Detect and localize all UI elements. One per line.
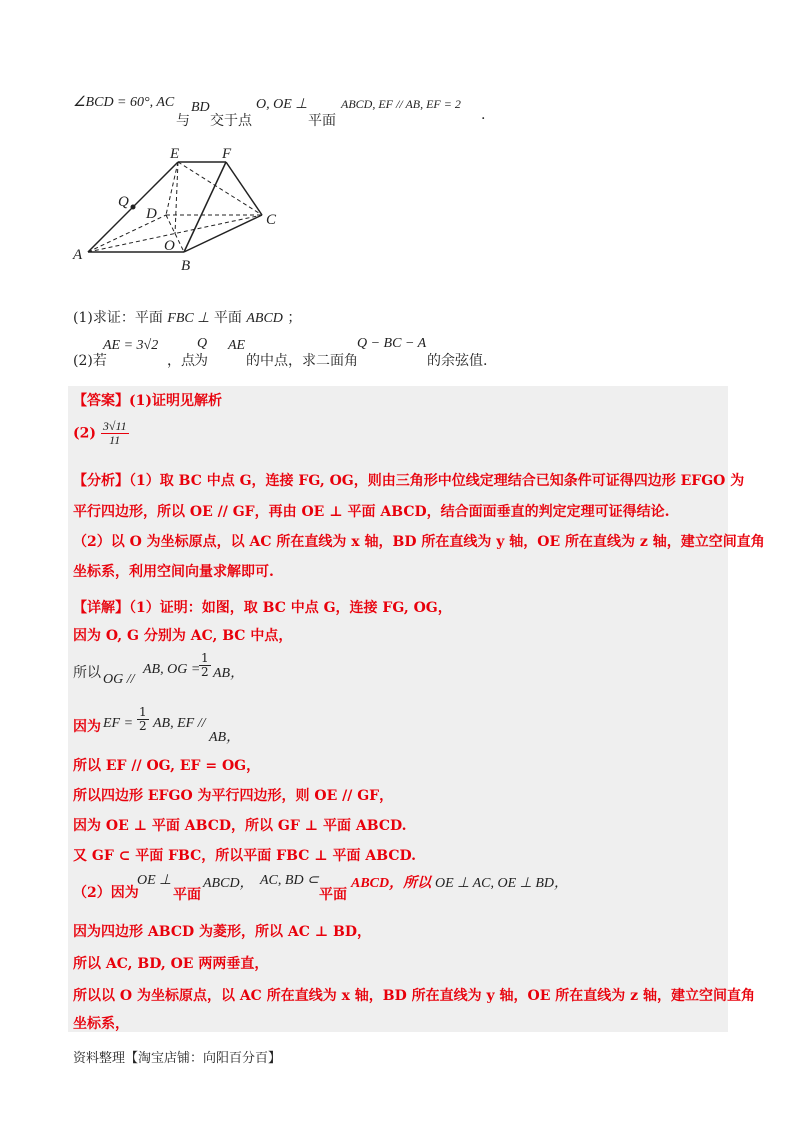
q1-end: ；: [287, 310, 302, 326]
intro-o-oe: O, OE ⊥: [256, 97, 308, 112]
detail-line-11: 所以 AC, BD, OE 两两垂直，: [73, 956, 269, 972]
detail-line-9: [73, 870, 593, 904]
detail-line-4-frac: [137, 706, 149, 733]
footer-text: 资料整理【淘宝店铺：向阳百分百】: [73, 1051, 282, 1066]
q1-math: FBC ⊥: [167, 311, 210, 326]
intro-period: .: [481, 107, 486, 123]
detail-line-4-c: AB，: [209, 730, 241, 745]
answer-line: [73, 390, 222, 410]
label-B: B: [181, 258, 191, 274]
detail-line-9-d: ABCD，: [203, 876, 254, 891]
detail-line-13: 坐标系，: [73, 1016, 129, 1032]
q2-mid: 的中点，求二面角: [246, 353, 358, 369]
label-Q: Q: [118, 194, 129, 210]
q1-mid: 平面: [213, 310, 242, 326]
answer-part2: [73, 420, 129, 447]
intro-line: [73, 92, 503, 128]
edge-EO: [175, 162, 178, 234]
label-A: A: [73, 247, 83, 263]
q1-prefix: (1)求证：平面: [73, 310, 163, 326]
edge-BC: [184, 215, 262, 252]
detail-line-4-frac-num: 1: [139, 705, 147, 719]
detail-line-9-a: （2）因为: [73, 885, 139, 901]
edge-FB: [184, 162, 226, 252]
detail-line-3-frac-num: 1: [201, 651, 209, 665]
answer-part2-den: 11: [109, 433, 121, 447]
edge-FC: [226, 162, 262, 215]
analysis-line-4: 坐标系，利用空间向量求解即可.: [73, 564, 274, 580]
detail-line-5: 所以 EF // OG, EF = OG，: [73, 758, 261, 774]
detail-line-3-frac-den: 2: [201, 665, 209, 679]
edge-EC: [178, 162, 262, 215]
detail-line-9-c: 平面: [173, 887, 201, 903]
q2-angle: Q − BC − A: [357, 336, 427, 351]
q1-math2: ABCD: [246, 311, 283, 326]
label-F: F: [222, 146, 232, 162]
detail-line-9-h: OE ⊥ AC, OE ⊥ BD，: [435, 876, 569, 891]
detail-line-3-a: OG //: [103, 672, 135, 687]
detail-line-9-b: OE ⊥: [137, 873, 172, 888]
detail-line-4: [73, 706, 313, 746]
detail-line-6: 所以四边形 EFGO 为平行四边形，则 OE // GF，: [73, 788, 394, 804]
question-2: [73, 334, 513, 370]
detail-line-12: 所以以 O 为坐标原点，以 AC 所在直线为 x 轴，BD 所在直线为 y 轴，OE 所在直线为 z 轴，建立空间直角: [73, 988, 755, 1004]
analysis-line-1: [73, 470, 744, 490]
geometry-figure: [70, 142, 290, 274]
label-D: D: [146, 206, 157, 222]
detail-line-8: 又 GF ⊂ 平面 FBC，所以平面 FBC ⊥ 平面 ABCD.: [73, 848, 417, 864]
analysis-label: 【分析】: [73, 473, 129, 489]
detail-line-10: 因为四边形 ABCD 为菱形，所以 AC ⊥ BD，: [73, 924, 372, 940]
q2-point: ，点: [167, 353, 195, 369]
intro-intersect: 交于点: [210, 113, 252, 129]
q2-math: AE = 3√2: [103, 338, 159, 353]
answer-part1: (1)证明见解析: [129, 393, 222, 409]
detail-line-3-c: AB，: [213, 666, 245, 681]
detail-line-3-frac: [199, 652, 211, 679]
detail-text-1: （1）证明：如图，取 BC 中点 G，连接 FG, OG，: [129, 600, 452, 616]
detail-line-9-e: AC, BD ⊂: [260, 873, 319, 888]
detail-line-3-prefix: 所以: [73, 665, 101, 681]
answer-part2-fraction: [101, 420, 129, 447]
question-1: [73, 307, 301, 327]
detail-line-4-prefix: 因为: [73, 719, 101, 735]
detail-line-9-g: ABCD，所以: [351, 876, 432, 891]
intro-plane: 平面: [308, 113, 336, 129]
detail-line-9-f: 平面: [319, 887, 347, 903]
answer-label: 【答案】: [73, 393, 129, 409]
analysis-line-2: 平行四边形，所以 OE // GF，再由 OE ⊥ 平面 ABCD，结合面面垂直的判定定理可证得结论.: [73, 504, 670, 520]
intro-angle: ∠BCD = 60°, AC: [73, 95, 175, 110]
label-E: E: [170, 146, 180, 162]
label-O: O: [164, 238, 175, 254]
q2-q: Q: [197, 336, 208, 351]
intro-bd: BD: [191, 100, 210, 115]
analysis-text-1: （1）取 BC 中点 G，连接 FG, OG，则由三角形中位线定理结合已知条件可证得四边形 EFGO 为: [129, 473, 745, 489]
intro-with: 与: [176, 113, 190, 129]
detail-label: 【详解】: [73, 600, 129, 616]
detail-line-4-a: EF =: [103, 716, 134, 731]
point-Q: [131, 205, 136, 210]
q2-ae: AE: [228, 338, 246, 353]
detail-line-4-frac-den: 2: [139, 719, 147, 733]
detail-line-7: 因为 OE ⊥ 平面 ABCD，所以 GF ⊥ 平面 ABCD.: [73, 818, 407, 834]
detail-line-3-b: AB, OG =: [143, 662, 201, 677]
analysis-line-3: （2）以 O 为坐标原点，以 AC 所在直线为 x 轴，BD 所在直线为 y 轴，OE 所在直线为 z 轴，建立空间直角: [73, 534, 765, 550]
detail-line-3: [73, 650, 313, 690]
q2-is: 为: [194, 353, 208, 369]
intro-abcd-ef: ABCD, EF // AB, EF = 2: [341, 97, 461, 111]
q2-end: 的余弦值.: [427, 353, 488, 369]
detail-line-2: 因为 O, G 分别为 AC, BC 中点，: [73, 628, 293, 644]
answer-part2-num: 3√11: [102, 419, 127, 433]
q2-prefix: (2)若: [73, 353, 107, 369]
detail-line-4-b: AB, EF //: [153, 716, 206, 731]
label-C: C: [266, 212, 277, 228]
answer-part2-prefix: (2): [73, 425, 96, 442]
detail-line-1: [73, 597, 452, 617]
